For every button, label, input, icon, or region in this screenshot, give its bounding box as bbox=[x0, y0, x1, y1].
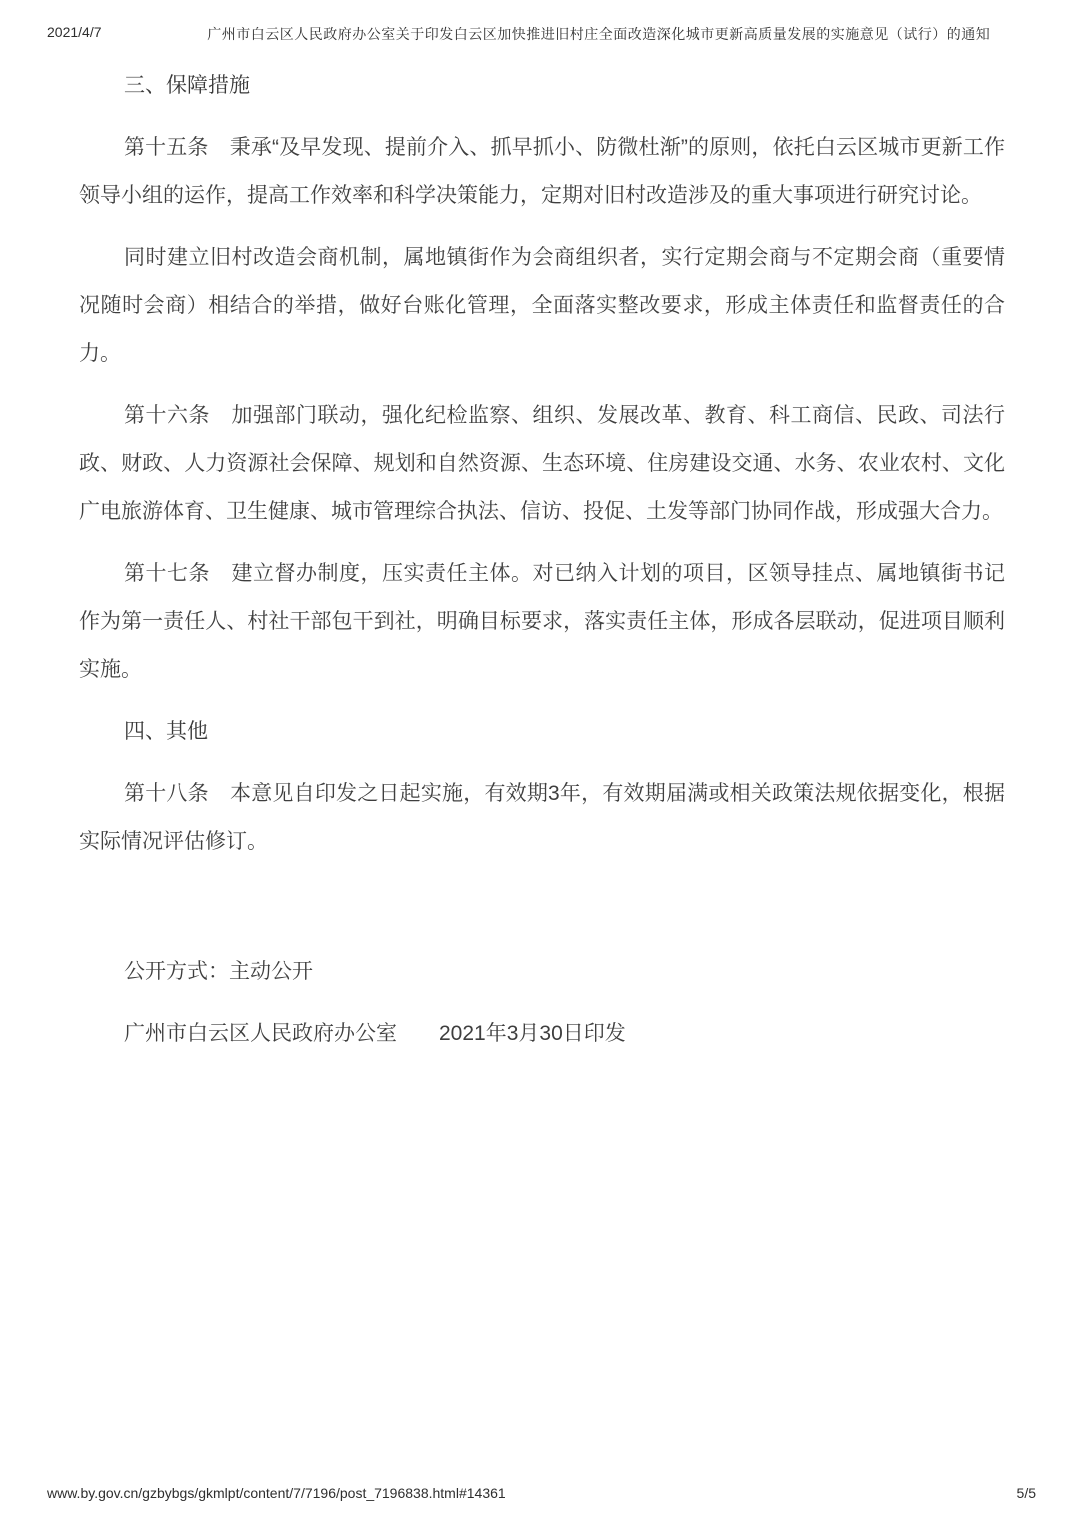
paragraph: 广州市白云区人民政府办公室 2021年3月30日印发 bbox=[124, 1022, 626, 1045]
document-body bbox=[79, 62, 1005, 1072]
paragraph: 第十七条 建立督办制度，压实责任主体。对已纳入计划的项目，区领导挂点、属地镇街书记作为第一责任人、村社干部包干到社，明确目标要求，落实责任主体，形成各层联动，促进项目顺利实施。 bbox=[79, 562, 1005, 681]
paragraph: 同时建立旧村改造会商机制，属地镇街作为会商组织者，实行定期会商与不定期会商（重要情况随时会商）相结合的举措，做好台账化管理，全面落实整改要求，形成主体责任和监督责任的合力。 bbox=[79, 246, 1005, 365]
page-number: 5/5 bbox=[1016, 1485, 1036, 1501]
print-date: 2021/4/7 bbox=[47, 24, 102, 40]
document-title: 广州市白云区人民政府办公室关于印发白云区加快推进旧村庄全面改造深化城市更新高质量发展的实施意见（试行）的通知 bbox=[207, 26, 991, 42]
paragraph: 第十八条 本意见自印发之日起实施，有效期3年，有效期届满或相关政策法规依据变化，根据实际情况评估修订。 bbox=[79, 782, 1005, 853]
section-heading: 三、保障措施 bbox=[124, 74, 250, 97]
print-footer bbox=[47, 1485, 1036, 1501]
paragraph: 第十六条 加强部门联动，强化纪检监察、组织、发展改革、教育、科工商信、民政、司法行政、财政、人力资源社会保障、规划和自然资源、生态环境、住房建设交通、水务、农业农村、文化广电旅游体育、卫生健康、城市管理综合执法、信访、投促、土发等部门协同作战，形成强大合力。 bbox=[79, 404, 1005, 523]
paragraph: 第十五条 秉承“及早发现、提前介入、抓早抓小、防微杜渐”的原则，依托白云区城市更新工作领导小组的运作，提高工作效率和科学决策能力，定期对旧村改造涉及的重大事项进行研究讨论。 bbox=[79, 136, 1005, 207]
section-heading: 四、其他 bbox=[124, 720, 208, 743]
paragraph: 公开方式：主动公开 bbox=[124, 960, 313, 983]
source-url: www.by.gov.cn/gzbybgs/gkmlpt/content/7/7196/post_7196838.html#14361 bbox=[47, 1485, 506, 1501]
print-header bbox=[47, 24, 1036, 44]
